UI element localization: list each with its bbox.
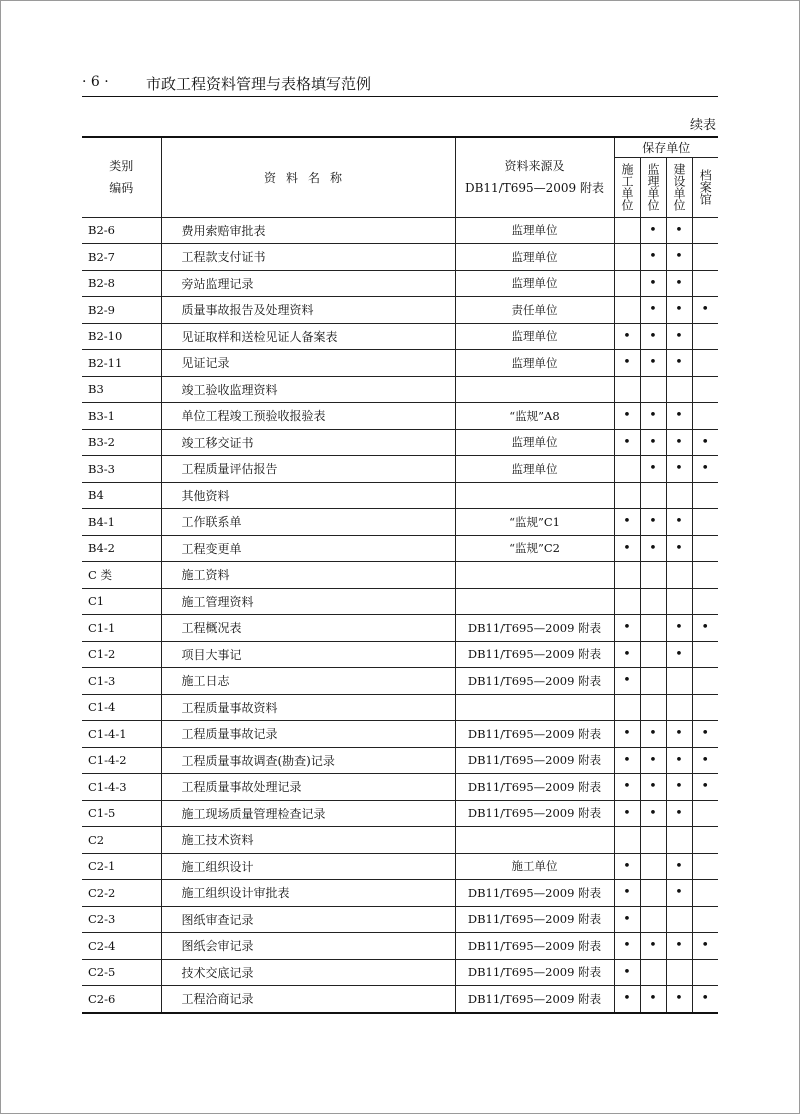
storage-mark: • bbox=[640, 297, 666, 324]
storage-mark: • bbox=[614, 986, 640, 1013]
table-row bbox=[82, 562, 718, 589]
table-row bbox=[82, 880, 718, 907]
row-name: 工程洽商记录 bbox=[161, 986, 455, 1013]
table-row bbox=[82, 376, 718, 403]
storage-mark: • bbox=[640, 747, 666, 774]
storage-mark: • bbox=[666, 297, 692, 324]
storage-mark bbox=[666, 694, 692, 721]
storage-mark bbox=[666, 827, 692, 854]
header-storage-unit bbox=[640, 157, 666, 217]
storage-mark bbox=[666, 482, 692, 509]
storage-mark bbox=[692, 827, 718, 854]
header-name-label: 资料名称 bbox=[263, 170, 352, 185]
row-source: 监理单位 bbox=[455, 456, 614, 483]
storage-mark bbox=[692, 588, 718, 615]
storage-mark: • bbox=[640, 244, 666, 271]
row-code: B2-7 bbox=[82, 244, 161, 271]
row-name: 技术交底记录 bbox=[161, 959, 455, 986]
row-source: DB11/T695—2009 附表 bbox=[455, 800, 614, 827]
storage-mark: • bbox=[640, 350, 666, 377]
table-row bbox=[82, 429, 718, 456]
storage-mark bbox=[614, 827, 640, 854]
storage-mark bbox=[614, 456, 640, 483]
row-code: B3-2 bbox=[82, 429, 161, 456]
row-code: B4-1 bbox=[82, 509, 161, 536]
storage-mark: • bbox=[666, 535, 692, 562]
storage-mark: • bbox=[614, 350, 640, 377]
row-code: B2-10 bbox=[82, 323, 161, 350]
table-row bbox=[82, 456, 718, 483]
row-code: B3-1 bbox=[82, 403, 161, 430]
row-code: C2-6 bbox=[82, 986, 161, 1013]
storage-mark: • bbox=[666, 986, 692, 1013]
storage-mark bbox=[692, 535, 718, 562]
header-name bbox=[161, 137, 455, 217]
storage-mark bbox=[640, 880, 666, 907]
storage-mark bbox=[614, 562, 640, 589]
storage-mark bbox=[666, 906, 692, 933]
storage-unit-label: 监理单位 bbox=[646, 163, 660, 211]
row-name: 单位工程竣工预验收报验表 bbox=[161, 403, 455, 430]
row-code: B2-11 bbox=[82, 350, 161, 377]
storage-mark bbox=[692, 668, 718, 695]
storage-mark bbox=[692, 641, 718, 668]
header-code bbox=[82, 137, 161, 217]
row-name: 费用索赔审批表 bbox=[161, 217, 455, 244]
row-source: 监理单位 bbox=[455, 350, 614, 377]
row-name: 施工管理资料 bbox=[161, 588, 455, 615]
row-source bbox=[455, 562, 614, 589]
row-source: DB11/T695—2009 附表 bbox=[455, 668, 614, 695]
storage-mark: • bbox=[666, 747, 692, 774]
storage-mark: • bbox=[666, 270, 692, 297]
table-header bbox=[82, 137, 718, 217]
header-code-line1: 类别 bbox=[109, 159, 134, 174]
storage-mark: • bbox=[614, 800, 640, 827]
archive-table bbox=[82, 136, 718, 1014]
storage-mark bbox=[614, 270, 640, 297]
table-row bbox=[82, 588, 718, 615]
header-storage-unit bbox=[614, 157, 640, 217]
row-code: C1-3 bbox=[82, 668, 161, 695]
continued-label: 续表 bbox=[689, 118, 716, 133]
storage-mark bbox=[666, 562, 692, 589]
row-code: B2-6 bbox=[82, 217, 161, 244]
header-source bbox=[455, 137, 614, 217]
row-source: “监规”C2 bbox=[455, 535, 614, 562]
storage-mark bbox=[640, 668, 666, 695]
row-name: 工程质量事故处理记录 bbox=[161, 774, 455, 801]
row-name: 工程概况表 bbox=[161, 615, 455, 642]
storage-mark bbox=[692, 800, 718, 827]
storage-mark: • bbox=[614, 323, 640, 350]
storage-mark: • bbox=[640, 800, 666, 827]
row-code: C2-1 bbox=[82, 853, 161, 880]
storage-mark: • bbox=[666, 641, 692, 668]
row-name: 旁站监理记录 bbox=[161, 270, 455, 297]
row-source: 监理单位 bbox=[455, 323, 614, 350]
storage-mark: • bbox=[640, 509, 666, 536]
storage-unit-label: 施工单位 bbox=[620, 163, 634, 211]
row-code: C1-4-1 bbox=[82, 721, 161, 748]
storage-mark bbox=[692, 694, 718, 721]
row-code: B3 bbox=[82, 376, 161, 403]
row-code: C2-2 bbox=[82, 880, 161, 907]
storage-mark bbox=[614, 694, 640, 721]
row-name: 图纸会审记录 bbox=[161, 933, 455, 960]
storage-mark: • bbox=[692, 774, 718, 801]
table-row bbox=[82, 323, 718, 350]
storage-mark: • bbox=[614, 906, 640, 933]
row-source: DB11/T695—2009 附表 bbox=[455, 986, 614, 1013]
table-row bbox=[82, 694, 718, 721]
row-code: C1 bbox=[82, 588, 161, 615]
row-name: 竣工验收监理资料 bbox=[161, 376, 455, 403]
row-code: B2-9 bbox=[82, 297, 161, 324]
storage-mark bbox=[692, 562, 718, 589]
row-code: C1-1 bbox=[82, 615, 161, 642]
row-name: 图纸审查记录 bbox=[161, 906, 455, 933]
storage-mark bbox=[666, 376, 692, 403]
storage-mark bbox=[640, 959, 666, 986]
table-row bbox=[82, 827, 718, 854]
table-row bbox=[82, 774, 718, 801]
storage-mark: • bbox=[666, 880, 692, 907]
header-source-line1: 资料来源及 bbox=[504, 159, 565, 174]
storage-mark: • bbox=[640, 217, 666, 244]
storage-mark: • bbox=[640, 721, 666, 748]
storage-mark: • bbox=[614, 933, 640, 960]
row-source: 监理单位 bbox=[455, 270, 614, 297]
row-source bbox=[455, 694, 614, 721]
storage-mark: • bbox=[666, 853, 692, 880]
table-row bbox=[82, 747, 718, 774]
row-code: C2-5 bbox=[82, 959, 161, 986]
storage-mark: • bbox=[640, 933, 666, 960]
storage-mark: • bbox=[614, 615, 640, 642]
storage-mark: • bbox=[614, 721, 640, 748]
row-name: 工程质量事故调查(勘查)记录 bbox=[161, 747, 455, 774]
storage-mark: • bbox=[614, 668, 640, 695]
storage-mark bbox=[692, 959, 718, 986]
header-storage-unit bbox=[692, 157, 718, 217]
storage-mark bbox=[692, 403, 718, 430]
header-storage-group: 保存单位 bbox=[614, 137, 718, 157]
storage-mark: • bbox=[666, 774, 692, 801]
storage-mark: • bbox=[614, 880, 640, 907]
storage-mark bbox=[640, 588, 666, 615]
row-source: 监理单位 bbox=[455, 429, 614, 456]
table-row bbox=[82, 297, 718, 324]
storage-unit-label: 建设单位 bbox=[672, 163, 686, 211]
storage-mark: • bbox=[666, 350, 692, 377]
row-name: 工程质量事故记录 bbox=[161, 721, 455, 748]
storage-mark: • bbox=[614, 774, 640, 801]
storage-mark bbox=[614, 297, 640, 324]
running-header bbox=[82, 70, 718, 97]
row-source: “监规”C1 bbox=[455, 509, 614, 536]
row-source: DB11/T695—2009 附表 bbox=[455, 615, 614, 642]
table-row bbox=[82, 721, 718, 748]
storage-mark: • bbox=[666, 244, 692, 271]
row-code: C2-4 bbox=[82, 933, 161, 960]
row-code: C1-5 bbox=[82, 800, 161, 827]
table-row bbox=[82, 986, 718, 1013]
row-source: 责任单位 bbox=[455, 297, 614, 324]
storage-mark: • bbox=[666, 800, 692, 827]
storage-mark bbox=[692, 880, 718, 907]
storage-mark: • bbox=[614, 853, 640, 880]
storage-mark: • bbox=[640, 774, 666, 801]
storage-mark bbox=[640, 853, 666, 880]
storage-mark: • bbox=[640, 270, 666, 297]
row-code: C1-4-3 bbox=[82, 774, 161, 801]
storage-mark: • bbox=[666, 456, 692, 483]
row-name: 竣工移交证书 bbox=[161, 429, 455, 456]
row-name: 见证取样和送检见证人备案表 bbox=[161, 323, 455, 350]
storage-mark: • bbox=[666, 509, 692, 536]
storage-mark: • bbox=[640, 986, 666, 1013]
header-code-line2: 编码 bbox=[109, 181, 134, 196]
storage-mark: • bbox=[640, 429, 666, 456]
row-source: DB11/T695—2009 附表 bbox=[455, 880, 614, 907]
storage-mark: • bbox=[640, 535, 666, 562]
storage-mark bbox=[640, 562, 666, 589]
storage-mark bbox=[666, 668, 692, 695]
row-source: DB11/T695—2009 附表 bbox=[455, 774, 614, 801]
storage-mark: • bbox=[666, 403, 692, 430]
row-source bbox=[455, 827, 614, 854]
table-row bbox=[82, 509, 718, 536]
storage-mark bbox=[640, 376, 666, 403]
table-row bbox=[82, 403, 718, 430]
row-name: 施工日志 bbox=[161, 668, 455, 695]
table-row bbox=[82, 244, 718, 271]
row-source: DB11/T695—2009 附表 bbox=[455, 906, 614, 933]
storage-mark: • bbox=[692, 986, 718, 1013]
row-code: C2 bbox=[82, 827, 161, 854]
row-name: 施工技术资料 bbox=[161, 827, 455, 854]
storage-mark bbox=[692, 323, 718, 350]
storage-mark: • bbox=[614, 959, 640, 986]
storage-mark: • bbox=[692, 456, 718, 483]
book-title: 市政工程资料管理与表格填写范例 bbox=[146, 75, 372, 93]
storage-mark: • bbox=[666, 429, 692, 456]
header-source-line2: DB11/T695—2009 附表 bbox=[464, 181, 604, 196]
row-name: 施工组织设计审批表 bbox=[161, 880, 455, 907]
row-name: 质量事故报告及处理资料 bbox=[161, 297, 455, 324]
storage-mark: • bbox=[692, 721, 718, 748]
storage-mark: • bbox=[614, 429, 640, 456]
storage-mark: • bbox=[666, 933, 692, 960]
storage-mark bbox=[614, 217, 640, 244]
storage-mark: • bbox=[614, 509, 640, 536]
storage-mark bbox=[692, 482, 718, 509]
table-row bbox=[82, 641, 718, 668]
table-row bbox=[82, 615, 718, 642]
table-row bbox=[82, 482, 718, 509]
storage-mark: • bbox=[692, 429, 718, 456]
storage-mark bbox=[614, 588, 640, 615]
row-name: 工作联系单 bbox=[161, 509, 455, 536]
storage-mark bbox=[692, 270, 718, 297]
row-code: C 类 bbox=[82, 562, 161, 589]
storage-unit-label: 档案馆 bbox=[698, 169, 713, 205]
row-code: C1-2 bbox=[82, 641, 161, 668]
row-source: 监理单位 bbox=[455, 244, 614, 271]
storage-mark: • bbox=[640, 456, 666, 483]
row-code: C1-4 bbox=[82, 694, 161, 721]
row-name: 工程质量评估报告 bbox=[161, 456, 455, 483]
row-code: B4 bbox=[82, 482, 161, 509]
storage-mark bbox=[614, 244, 640, 271]
storage-mark bbox=[666, 959, 692, 986]
storage-mark: • bbox=[614, 641, 640, 668]
storage-mark bbox=[692, 350, 718, 377]
row-source: DB11/T695—2009 附表 bbox=[455, 933, 614, 960]
row-name: 工程变更单 bbox=[161, 535, 455, 562]
row-source: “监规”A8 bbox=[455, 403, 614, 430]
row-name: 其他资料 bbox=[161, 482, 455, 509]
row-source: DB11/T695—2009 附表 bbox=[455, 721, 614, 748]
row-code: B2-8 bbox=[82, 270, 161, 297]
row-code: B4-2 bbox=[82, 535, 161, 562]
storage-mark bbox=[692, 509, 718, 536]
table-row bbox=[82, 959, 718, 986]
storage-mark: • bbox=[614, 403, 640, 430]
storage-mark bbox=[614, 482, 640, 509]
row-source bbox=[455, 588, 614, 615]
storage-mark bbox=[614, 376, 640, 403]
row-name: 见证记录 bbox=[161, 350, 455, 377]
row-source: DB11/T695—2009 附表 bbox=[455, 641, 614, 668]
storage-mark bbox=[640, 482, 666, 509]
storage-mark: • bbox=[666, 721, 692, 748]
table-row bbox=[82, 270, 718, 297]
storage-mark: • bbox=[640, 323, 666, 350]
storage-mark: • bbox=[692, 297, 718, 324]
storage-mark: • bbox=[692, 747, 718, 774]
table-row bbox=[82, 906, 718, 933]
row-name: 施工资料 bbox=[161, 562, 455, 589]
table-row bbox=[82, 350, 718, 377]
row-source: 施工单位 bbox=[455, 853, 614, 880]
storage-mark: • bbox=[666, 323, 692, 350]
row-source: DB11/T695—2009 附表 bbox=[455, 959, 614, 986]
table-row bbox=[82, 933, 718, 960]
row-name: 工程款支付证书 bbox=[161, 244, 455, 271]
storage-mark bbox=[640, 827, 666, 854]
storage-mark: • bbox=[640, 403, 666, 430]
storage-mark bbox=[640, 641, 666, 668]
table-row bbox=[82, 853, 718, 880]
row-source bbox=[455, 376, 614, 403]
storage-mark: • bbox=[692, 615, 718, 642]
row-name: 施工组织设计 bbox=[161, 853, 455, 880]
row-name: 项目大事记 bbox=[161, 641, 455, 668]
table-body bbox=[82, 217, 718, 1013]
storage-mark bbox=[692, 853, 718, 880]
storage-mark bbox=[692, 376, 718, 403]
row-name: 工程质量事故资料 bbox=[161, 694, 455, 721]
storage-mark: • bbox=[614, 747, 640, 774]
row-name: 施工现场质量管理检查记录 bbox=[161, 800, 455, 827]
storage-mark: • bbox=[614, 535, 640, 562]
row-code: C2-3 bbox=[82, 906, 161, 933]
header-storage-unit bbox=[666, 157, 692, 217]
storage-mark bbox=[692, 217, 718, 244]
row-source: 监理单位 bbox=[455, 217, 614, 244]
storage-mark bbox=[640, 615, 666, 642]
storage-mark bbox=[640, 694, 666, 721]
storage-mark bbox=[640, 906, 666, 933]
table-row bbox=[82, 535, 718, 562]
page-number: · 6 · bbox=[82, 74, 109, 90]
table-row bbox=[82, 217, 718, 244]
table-row bbox=[82, 800, 718, 827]
storage-mark: • bbox=[666, 615, 692, 642]
row-source bbox=[455, 482, 614, 509]
storage-mark: • bbox=[692, 933, 718, 960]
row-code: C1-4-2 bbox=[82, 747, 161, 774]
row-code: B3-3 bbox=[82, 456, 161, 483]
storage-mark bbox=[692, 906, 718, 933]
row-source: DB11/T695—2009 附表 bbox=[455, 747, 614, 774]
table-row bbox=[82, 668, 718, 695]
storage-mark: • bbox=[666, 217, 692, 244]
storage-mark bbox=[692, 244, 718, 271]
storage-mark bbox=[666, 588, 692, 615]
